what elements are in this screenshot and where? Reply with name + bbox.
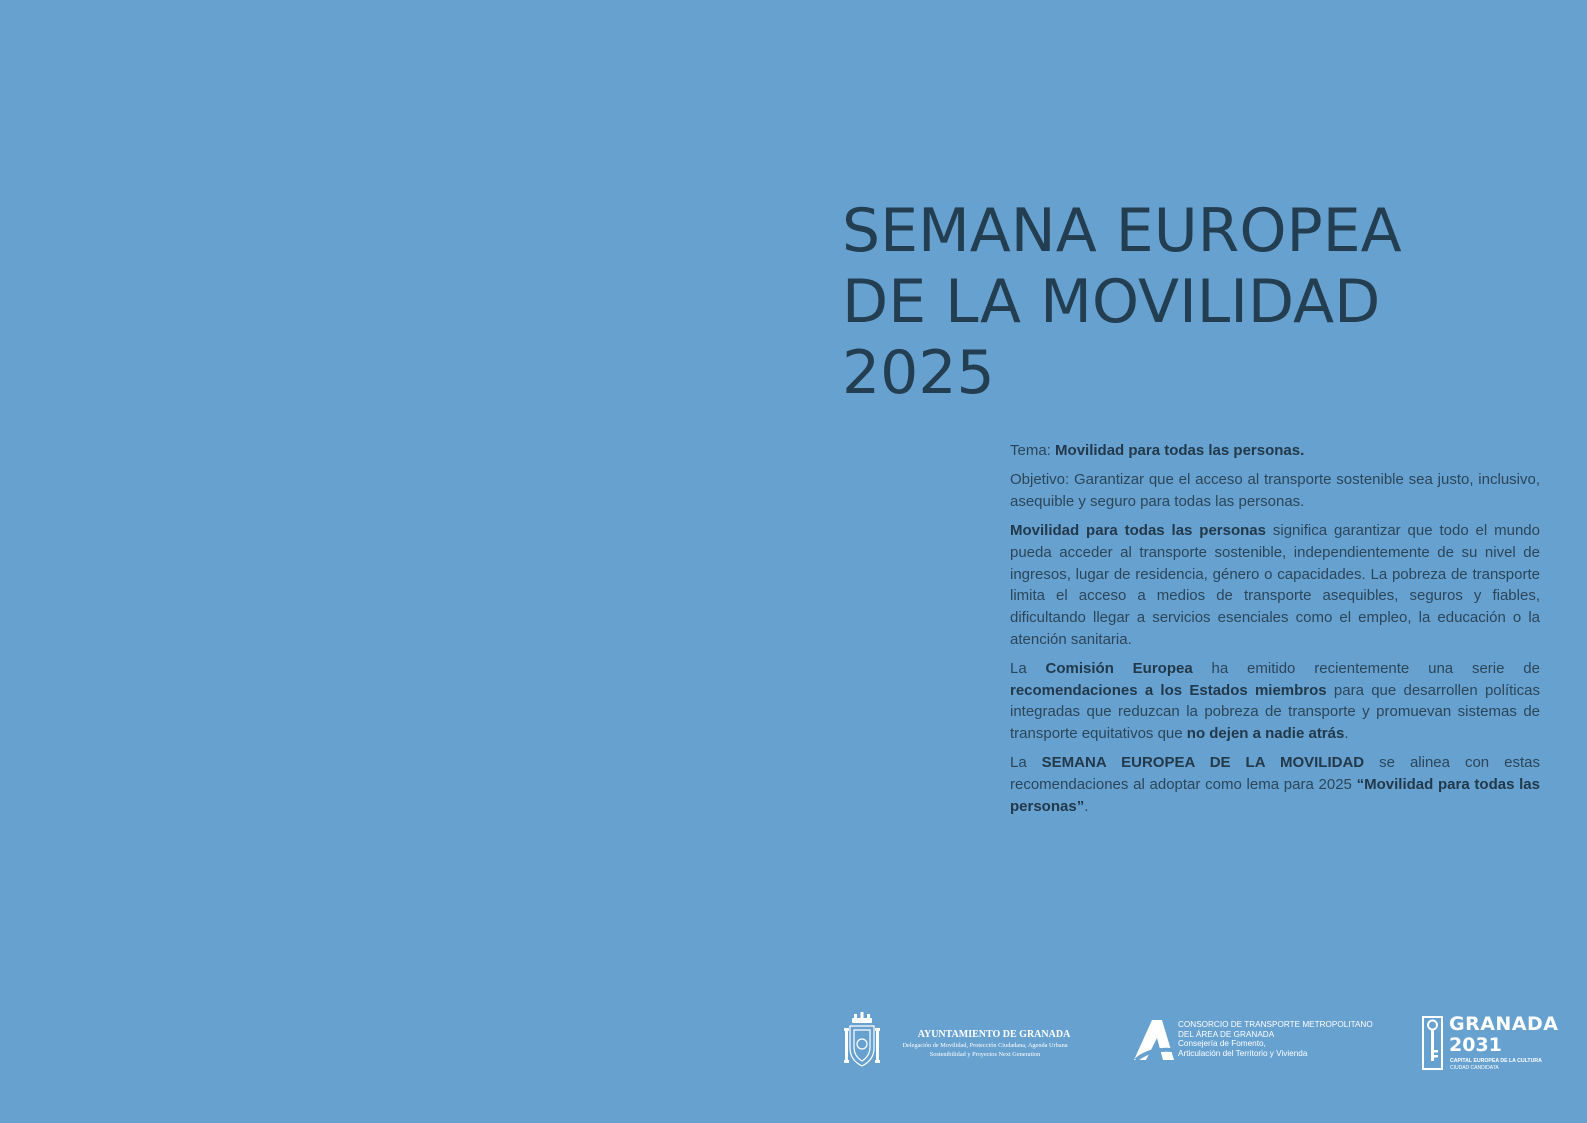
consorcio-line-2: DEL ÁREA DE GRANADA — [1178, 1029, 1275, 1039]
key-icon — [1422, 1016, 1446, 1070]
semana-paragraph — [1010, 752, 1540, 817]
tema-value: Movilidad para todas las personas. — [1055, 442, 1305, 459]
movilidad-text: significa garantizar que todo el mundo pueda acceder al transporte sostenible, independientemente de su nivel de ingresos, lugar de residencia, género o capacidades. La pobreza de transporte limita el acceso a medios de transporte asequibles, seguros y fiables, dificultando llegar a servicios esenciales como el empleo, la educación o la atención sanitaria. — [1010, 522, 1540, 648]
semana-text-2: se alinea con estas recomendaciones al adoptar como lema para 2025 — [1010, 754, 1540, 793]
granada2031-logo — [1422, 1013, 1559, 1072]
semana-text-3: . — [1084, 797, 1089, 815]
granada-year: 2031 — [1449, 1034, 1502, 1056]
consorcio-line-3: Consejería de Fomento, — [1178, 1039, 1266, 1049]
body-text — [1010, 440, 1540, 825]
comision-paragraph — [1010, 658, 1540, 745]
coat-of-arms-icon — [842, 1012, 882, 1070]
comision-bold-3: no dejen a nadie atrás — [1186, 724, 1345, 742]
movilidad-bold: Movilidad para todas las personas — [1010, 522, 1266, 540]
page-title — [842, 196, 1542, 409]
comision-text-4: . — [1344, 724, 1349, 742]
comision-text-2: ha emitido recientemente una serie de — [1192, 659, 1540, 677]
ayuntamiento-logo — [842, 1012, 1082, 1072]
consorcio-line-4: Articulación del Territorio y Vivienda — [1178, 1048, 1308, 1058]
consorcio-text — [1178, 1020, 1388, 1058]
title-line-3: 2025 — [842, 338, 995, 408]
movilidad-paragraph — [1010, 520, 1540, 650]
comision-bold-2: recomendaciones a los Estados miembros — [1010, 681, 1327, 699]
objetivo-paragraph: Objetivo: Garantizar que el acceso al transporte sostenible sea justo, inclusivo, asequible y seguro para todas las personas. — [1010, 471, 1540, 510]
comision-text-1: La — [1010, 659, 1046, 677]
comision-text-3: para que desarrollen políticas integradas que reduzcan la pobreza de transporte y promuevan sistemas de transporte equitativos que — [1010, 681, 1540, 742]
title-line-2: DE LA MOVILIDAD — [842, 267, 1381, 337]
ayuntamiento-name: AYUNTAMIENTO DE GRANADA — [917, 1029, 1071, 1040]
consorcio-logo — [1132, 1018, 1382, 1068]
consorcio-line-1: CONSORCIO DE TRANSPORTE METROPOLITANO — [1178, 1020, 1373, 1029]
tema-paragraph — [1010, 440, 1540, 462]
granada-capital: CAPITAL EUROPEA DE LA CULTURA — [1450, 1058, 1542, 1064]
semana-bold-1: SEMANA EUROPEA DE LA MOVILIDAD — [1041, 754, 1365, 772]
comision-bold-1: Comisión Europea — [1045, 659, 1193, 677]
ayuntamiento-subtitle: Delegación de Movilidad, Protección Ciudadana, Agenda Urbana Sostenibilidad y Proyectos Next Generation — [902, 1042, 1068, 1058]
tema-label: Tema: — [1010, 442, 1051, 459]
granada-name: GRANADA — [1449, 1013, 1559, 1035]
title-line-1: SEMANA EUROPEA — [842, 196, 1402, 266]
semana-bold-2: “Movilidad para todas las personas” — [1010, 775, 1540, 815]
consorcio-a-icon — [1132, 1018, 1176, 1062]
semana-text-1: La — [1010, 754, 1042, 772]
granada-candidata: CIUDAD CANDIDATA — [1450, 1065, 1499, 1071]
